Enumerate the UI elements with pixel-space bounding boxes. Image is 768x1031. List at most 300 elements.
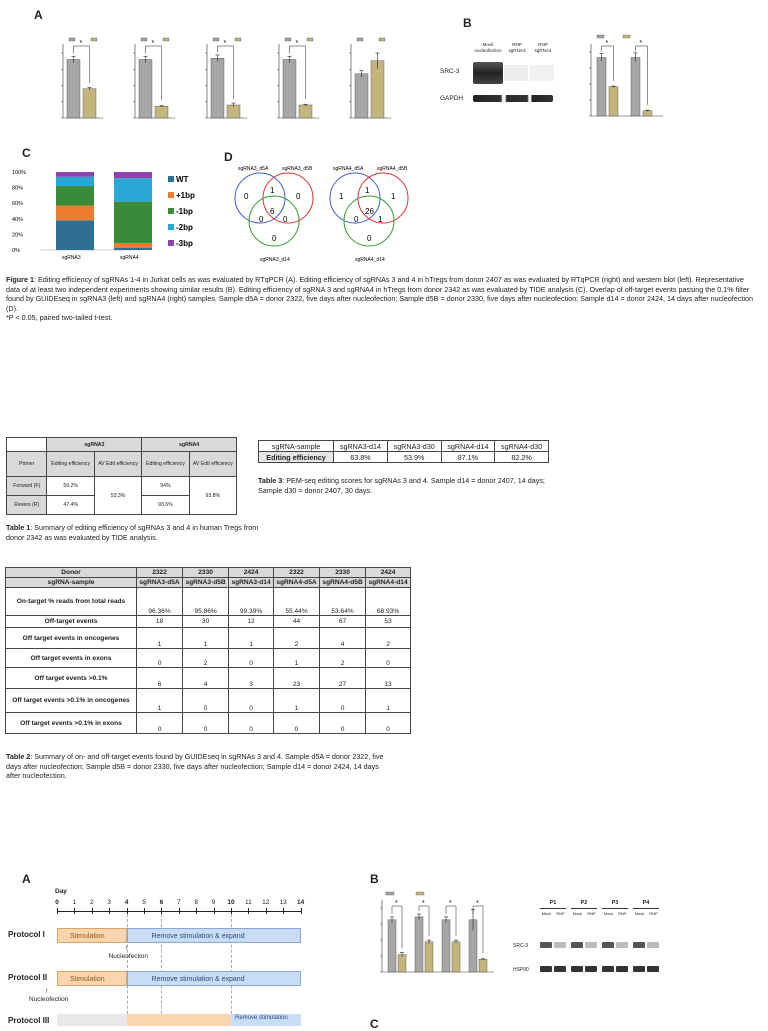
y-tick-label: 20%: [12, 232, 24, 239]
significance-star: *: [395, 900, 398, 907]
bar: [643, 111, 652, 116]
venn-count: 1: [339, 192, 344, 201]
t2-cell: 53: [366, 616, 411, 628]
t2-row-label: Off target events in exons: [6, 649, 137, 668]
src3-band: [540, 942, 552, 948]
timeline-day-12: 12: [262, 899, 270, 906]
bar: [299, 105, 312, 118]
legend-swatch-rnp: [623, 35, 630, 38]
t2-cell: 1: [183, 628, 229, 649]
t2-cell: 0: [320, 689, 366, 713]
timeline-tick: [74, 908, 75, 914]
blot1-src3-band-rnp3: [504, 65, 528, 81]
bar: [452, 942, 460, 972]
t2-cell: 4: [183, 668, 229, 689]
panel-label-c: C: [22, 146, 31, 160]
timeline-day-7: 7: [176, 899, 181, 906]
t2-cell: 1: [273, 649, 319, 668]
t3-h3: sgRNA4-d14: [441, 441, 495, 452]
t2-cell: 27: [320, 668, 366, 689]
t2-cell: 0: [183, 689, 229, 713]
venn-label-a: sgRNA3_d5A: [238, 166, 269, 172]
t2-row-label: On-target % reads from total reads: [6, 588, 137, 616]
timeline-tick: [196, 908, 197, 914]
bar: [211, 58, 224, 118]
venn-label-b: sgRNA3_d5B: [282, 166, 313, 172]
t2-sample-4: sgRNA4-d5A: [273, 578, 319, 588]
venn-count: 0: [296, 192, 301, 201]
bar: [355, 74, 368, 118]
donor-underline: [633, 908, 659, 909]
hsp90-band: [647, 966, 659, 972]
t1-row-revers-label: Revers (R): [7, 496, 47, 515]
timeline-day-1: 1: [72, 899, 77, 906]
timeline-day-5: 5: [142, 899, 146, 906]
hsp90-band: [616, 966, 628, 972]
t2-donor-4: 2322: [273, 568, 319, 578]
lane-label: RNP: [649, 911, 658, 916]
venn-count: 0: [367, 234, 372, 243]
t2-row-label: Off-target events: [6, 616, 137, 628]
table3-caption: [258, 476, 558, 495]
stacked-segment: [114, 178, 152, 201]
significance-star: *: [223, 40, 227, 47]
timeline-day-3: 3: [107, 899, 111, 906]
hsp90-band: [633, 966, 645, 972]
lane-label: Mock: [572, 911, 583, 916]
t3-v3: 82.2%: [495, 452, 549, 463]
t2-cell: 2: [183, 649, 229, 668]
expand-bar: Remove stimulation & expand: [127, 971, 301, 986]
table1-caption: [6, 523, 266, 542]
blot1-row-src3: SRC-3: [440, 68, 460, 75]
y-tick-label: 80%: [12, 185, 24, 192]
timeline-tick: [179, 908, 180, 914]
bar: [139, 60, 152, 119]
table2-caption-text: : Summary of on- and off-target events found by GUIDEseq in sgRNAs 3 and 4. Sample d5A = donor 2322, five days after nucleofection; Sample d5B = donor 2330, five days after nucleofection; Sample d14 = donor 2424, 14 days after nucleofection.: [6, 752, 384, 781]
timeline-day-0: 0: [55, 899, 59, 906]
bar: [609, 87, 618, 116]
timeline-tick: [92, 908, 93, 914]
t2-row: [6, 628, 411, 649]
table-3: [258, 440, 549, 463]
t3-v0: 63.8%: [334, 452, 388, 463]
stacked-segment: [56, 172, 94, 177]
venn-count: 0: [272, 234, 277, 243]
timeline: [0, 884, 340, 1024]
significance-star: *: [639, 40, 643, 47]
venn-label-c: sgRNA4_d14: [355, 257, 385, 263]
t2-cell: 23: [273, 668, 319, 689]
protocol-label: Protocol III: [8, 1016, 50, 1025]
t2-cell: 96.36%: [137, 588, 183, 616]
legend-swatch-mock: [386, 892, 394, 895]
timeline-tick: [214, 908, 215, 914]
legend-label: -2bp: [176, 223, 193, 232]
t2-cell: 12: [229, 616, 274, 628]
t2-donor-5: 2330: [320, 568, 366, 578]
bar: [425, 942, 433, 972]
bar: [67, 60, 80, 119]
t3-v2: 87.1%: [441, 452, 495, 463]
blot1-src3-band-rnp4: [530, 65, 554, 81]
protocol-label: Protocol II: [8, 973, 48, 982]
t2-donor-6: 2424: [366, 568, 411, 578]
legend-swatch: [168, 224, 174, 230]
timeline-tick: [109, 908, 110, 914]
protocol3-stim-bar: [127, 1014, 231, 1026]
t2-cell: 13: [366, 668, 411, 689]
t2-donor-0: Donor: [6, 568, 137, 578]
panel-label-2a: A: [22, 872, 31, 886]
t2-cell: 0: [229, 713, 274, 734]
t2-row: [6, 689, 411, 713]
t2-cell: 1: [229, 628, 274, 649]
arrow-icon: ↑: [124, 945, 129, 952]
t1-forward-s3: 59.2%: [47, 477, 94, 496]
t3-row-label: Editing efficiency: [259, 452, 334, 463]
legend-swatch-mock: [285, 38, 291, 41]
western-blot-1: [440, 40, 560, 120]
t2-cell: 18: [137, 616, 183, 628]
t2-sample-0: sgRNA-sample: [6, 578, 137, 588]
timeline-day-11: 11: [245, 899, 252, 906]
src3-band: [633, 942, 645, 948]
t1-col-edit-3: Editing efficiency: [47, 452, 94, 477]
venn-count: 6: [270, 207, 275, 216]
fig1-a-bar-charts: [55, 28, 395, 123]
stacked-segment: [56, 220, 94, 250]
t2-cell: 1: [366, 689, 411, 713]
timeline-tick: [266, 908, 267, 914]
legend-swatch-rnp: [379, 38, 385, 41]
table2-caption: [6, 752, 386, 781]
hsp90-band: [585, 966, 597, 972]
protocol3-pre-bar: [57, 1014, 127, 1026]
t1-corner: [7, 438, 47, 452]
table-2: [5, 567, 411, 734]
t2-cell: 0: [229, 649, 274, 668]
donor-underline: [540, 908, 566, 909]
y-tick-label: 40%: [12, 216, 24, 223]
bar: [283, 60, 296, 119]
t2-cell: 55.44%: [273, 588, 319, 616]
legend-swatch: [168, 176, 174, 182]
legend-swatch-mock: [69, 38, 75, 41]
src3-band: [585, 942, 597, 948]
t2-sample-1: sgRNA3-d5A: [137, 578, 183, 588]
y-tick-label: 100%: [12, 170, 27, 176]
t1-avg-s3: 53.3%: [94, 477, 141, 515]
timeline-day-label: Day: [55, 888, 67, 895]
stimulation-bar: Stimulation: [57, 928, 127, 943]
figure1-caption-note: *P < 0.05, paired two-tailed t-test.: [6, 313, 113, 323]
protocol-label: Protocol I: [8, 930, 45, 939]
t2-cell: 99.39%: [229, 588, 274, 616]
src3-band: [647, 942, 659, 948]
blot1-gapdh-bands: [473, 95, 553, 102]
blot1-header-rnp3: RNP sgRNA3: [508, 42, 526, 53]
t1-group-sgrna3: sgRNA3: [47, 438, 142, 452]
legend-swatch-mock: [597, 35, 604, 38]
fig1-b-bar-chart: [585, 28, 665, 123]
t2-cell: 0: [137, 713, 183, 734]
t2-row-label: Off target events >0.1% in oncogenes: [6, 689, 137, 713]
legend-label: -3bp: [176, 239, 193, 248]
t3-h2: sgRNA3-d30: [387, 441, 441, 452]
table1-caption-label: Table 1: [6, 523, 31, 532]
western-blot-2: [510, 900, 670, 980]
category-label: sgRNA3: [62, 255, 81, 261]
significance-star: *: [476, 900, 479, 907]
hsp90-band: [602, 966, 614, 972]
lane-label: RNP: [556, 911, 565, 916]
bar: [631, 58, 640, 117]
stacked-segment: [114, 172, 152, 178]
t2-cell: 1: [137, 689, 183, 713]
panel-label-2b: B: [370, 872, 379, 886]
t1-col-avedit-3: AV Edit efficiency: [94, 452, 141, 477]
t2-cell: 68.93%: [366, 588, 411, 616]
t2-cell: 95.86%: [183, 588, 229, 616]
legend-swatch-mock: [357, 38, 363, 41]
t1-revers-s3: 47.4%: [47, 496, 94, 515]
significance-star: *: [151, 40, 155, 47]
donor-underline: [602, 908, 628, 909]
t2-sample-3: sgRNA3-d14: [229, 578, 274, 588]
bar: [442, 920, 450, 972]
t1-row-forward-label: Forward (F): [7, 477, 47, 496]
bar: [83, 89, 96, 118]
src3-band: [602, 942, 614, 948]
lane-label: Mock: [603, 911, 614, 916]
stacked-segment: [56, 186, 94, 206]
bar: [415, 917, 423, 972]
timeline-tick: [301, 908, 302, 914]
t2-cell: 3: [229, 668, 274, 689]
lane-label: RNP: [587, 911, 596, 916]
y-tick-label: 60%: [12, 201, 24, 208]
donor-underline: [571, 908, 597, 909]
category-label: sgRNA4: [120, 255, 139, 261]
t3-h4: sgRNA4-d30: [495, 441, 549, 452]
bar: [597, 58, 606, 117]
table-1: [6, 437, 237, 515]
lane-label: Mock: [541, 911, 552, 916]
figure1-caption-label: Figure 1: [6, 275, 34, 284]
figure1-caption: [6, 275, 758, 323]
t3-h0: sgRNA-sample: [259, 441, 334, 452]
table2-caption-label: Table 2: [6, 752, 31, 761]
t2-row: [6, 649, 411, 668]
donor-label: P4: [642, 900, 650, 906]
blot1-row-gapdh: GAPDH: [440, 95, 464, 102]
blot1-header-rnp4: RNP sgRNA4: [534, 42, 552, 53]
t2-cell: 0: [137, 649, 183, 668]
bar: [371, 61, 384, 118]
table3-caption-label: Table 3: [258, 476, 283, 485]
t2-cell: 2: [273, 628, 319, 649]
donor-label: P2: [580, 900, 588, 906]
panel-label-b: B: [463, 16, 472, 30]
t2-row-label: Off target events >0.1%: [6, 668, 137, 689]
timeline-day-9: 9: [211, 899, 216, 906]
significance-star: *: [295, 40, 299, 47]
timeline-tick: [144, 908, 145, 914]
legend-swatch: [168, 192, 174, 198]
hsp90-band: [571, 966, 583, 972]
donor-label: P1: [549, 900, 557, 906]
nucleofection-label: Nucleofection: [29, 996, 69, 1003]
y-tick-label: 0%: [12, 248, 20, 254]
stacked-segment: [114, 202, 152, 243]
significance-star: *: [605, 40, 609, 47]
t2-cell: 0: [366, 649, 411, 668]
timeline-day-4: 4: [124, 899, 129, 906]
protocol3-expand-bar: Remove stimulation: [231, 1014, 301, 1026]
t3-h1: sgRNA3-d14: [334, 441, 388, 452]
t2-donor-3: 2424: [229, 568, 274, 578]
t2-cell: 0: [229, 689, 274, 713]
figure1-caption-text: : Editing efficiency of sgRNAs 1-4 in Jurkat cells as was evaluated by RTqPCR (A). Editing efficiency of sgRNAs 3 and 4 in hTregs from donor 2407 as was evaluated by RTqPCR (right) and western blot (left). Representative data of at least two independent experiments showing similar results (B). Editing efficiency of sgRNA 3 and sgRNA4 in hTregs from donor 2342 as was evaluated by TIDE analysis (C). Overlap of off-target events passing the 0.1% filter found by GUIDEseq in sgRNA3 (left) and sgRNA4 (right) samples. Sample d5A = donor 2322, five days after nucleofection; Sample d5B = donor 2330, five days after nucleofection; Sample d14 = donor 2424, 14 days after nucleofection (D).: [6, 275, 753, 313]
t2-row-label: Off target events >0.1% in exons: [6, 713, 137, 734]
venn-label-b: sgRNA4_d5B: [377, 166, 408, 172]
t2-cell: 67: [320, 616, 366, 628]
t2-sample-5: sgRNA4-d5B: [320, 578, 366, 588]
t2-cell: 1: [137, 628, 183, 649]
blot2-row-hsp90: HSP90: [513, 967, 529, 973]
table3-caption-text: : PEM-seq editing scores for sgRNAs 3 and 4. Sample d14 = donor 2407, 14 days; Sample d30 = donor 2407, 30 days.: [258, 476, 545, 495]
t2-cell: 30: [183, 616, 229, 628]
t2-sample-2: sgRNA3-d5B: [183, 578, 229, 588]
significance-star: *: [79, 40, 83, 47]
t1-col-edit-4: Editing efficiency: [142, 452, 189, 477]
t3-v1: 53.9%: [387, 452, 441, 463]
stacked-segment: [114, 243, 152, 248]
legend-swatch-mock: [213, 38, 219, 41]
fig1-d-venn-diagrams: [225, 158, 435, 268]
t1-forward-s4: 94%: [142, 477, 189, 496]
t2-row: [6, 588, 411, 616]
legend-swatch-mock: [141, 38, 147, 41]
timeline-day-10: 10: [227, 899, 235, 906]
legend-label: WT: [176, 175, 189, 184]
venn-count: 0: [244, 192, 249, 201]
bar: [155, 106, 168, 118]
venn-count: 1: [391, 192, 396, 201]
t2-cell: 2: [320, 649, 366, 668]
bar: [479, 959, 487, 972]
venn-count: 1: [365, 186, 370, 195]
t1-revers-s4: 93.6%: [142, 496, 189, 515]
t2-donor-1: 2322: [137, 568, 183, 578]
t2-sample-6: sgRNA4-d14: [366, 578, 411, 588]
venn-count: 26: [365, 207, 374, 216]
blot1-src3-band-mock: [473, 62, 503, 84]
blot2-row-src3: SRC-3: [513, 943, 529, 949]
venn-count: 0: [354, 215, 359, 224]
bar: [398, 955, 406, 972]
t2-cell: 0: [320, 713, 366, 734]
t2-cell: 0: [273, 713, 319, 734]
lane-label: Mock: [634, 911, 645, 916]
src3-band: [571, 942, 583, 948]
timeline-day-2: 2: [89, 899, 94, 906]
venn-count: 1: [270, 186, 275, 195]
t2-cell: 2: [366, 628, 411, 649]
t2-row: [6, 713, 411, 734]
arrow-icon: ↑: [45, 988, 49, 995]
t2-donor-2: 2330: [183, 568, 229, 578]
t2-row-label: Off target events in oncogenes: [6, 628, 137, 649]
lane-label: RNP: [618, 911, 627, 916]
venn-label-a: sgRNA4_d5A: [333, 166, 364, 172]
significance-star: *: [422, 900, 425, 907]
t2-row: [6, 668, 411, 689]
t2-cell: 4: [320, 628, 366, 649]
src3-band: [554, 942, 566, 948]
t2-cell: 53.64%: [320, 588, 366, 616]
t1-primer-header: Primer: [7, 452, 47, 477]
legend-label: +1bp: [176, 191, 195, 200]
panel-label-d: D: [224, 150, 233, 164]
timeline-tick: [283, 908, 284, 914]
stacked-segment: [56, 206, 94, 221]
panel-label-2c: C: [370, 1017, 379, 1031]
timeline-tick: [248, 908, 249, 914]
hsp90-band: [554, 966, 566, 972]
timeline-day-14: 14: [296, 899, 305, 906]
venn-count: 0: [283, 215, 288, 224]
donor-label: P3: [611, 900, 619, 906]
venn-count: 0: [259, 215, 264, 224]
t2-cell: 0: [366, 713, 411, 734]
timeline-day-6: 6: [159, 899, 164, 906]
stacked-segment: [56, 177, 94, 186]
legend-label: -1bp: [176, 207, 193, 216]
stacked-segment: [114, 248, 152, 250]
t2-cell: 0: [183, 713, 229, 734]
legend-swatch-rnp: [91, 38, 97, 41]
t2-cell: 6: [137, 668, 183, 689]
stimulation-bar: Stimulation: [57, 971, 127, 986]
legend-swatch: [168, 240, 174, 246]
fig2-b-bar-chart: [378, 890, 496, 978]
significance-star: *: [449, 900, 452, 907]
legend-swatch: [168, 208, 174, 214]
t2-cell: 1: [273, 689, 319, 713]
timeline-day-8: 8: [194, 899, 198, 906]
t2-row: [6, 616, 411, 628]
t1-avg-s4: 93.8%: [189, 477, 236, 515]
table1-caption-text: : Summary of editing efficiency of sgRNAs 3 and 4 in human Tregs from donor 2342 as was evaluated by TIDE analysis.: [6, 523, 259, 542]
timeline-tick: [57, 908, 58, 914]
legend-swatch-rnp: [163, 38, 169, 41]
legend-swatch-rnp: [235, 38, 241, 41]
venn-label-c: sgRNA3_d14: [260, 257, 290, 263]
legend-swatch-rnp: [307, 38, 313, 41]
blot1-header-mock: Mock nucleofection: [474, 42, 502, 53]
venn-count: 1: [378, 215, 383, 224]
fig1-c-stacked-chart: [10, 160, 210, 265]
t2-cell: 44: [273, 616, 319, 628]
t1-col-avedit-4: AV Edit efficiency: [189, 452, 236, 477]
t1-group-sgrna4: sgRNA4: [142, 438, 237, 452]
bar: [388, 920, 396, 972]
expand-bar: Remove stimulation & expand: [127, 928, 301, 943]
legend-swatch-rnp: [416, 892, 424, 895]
panel-label-a: A: [34, 8, 43, 22]
